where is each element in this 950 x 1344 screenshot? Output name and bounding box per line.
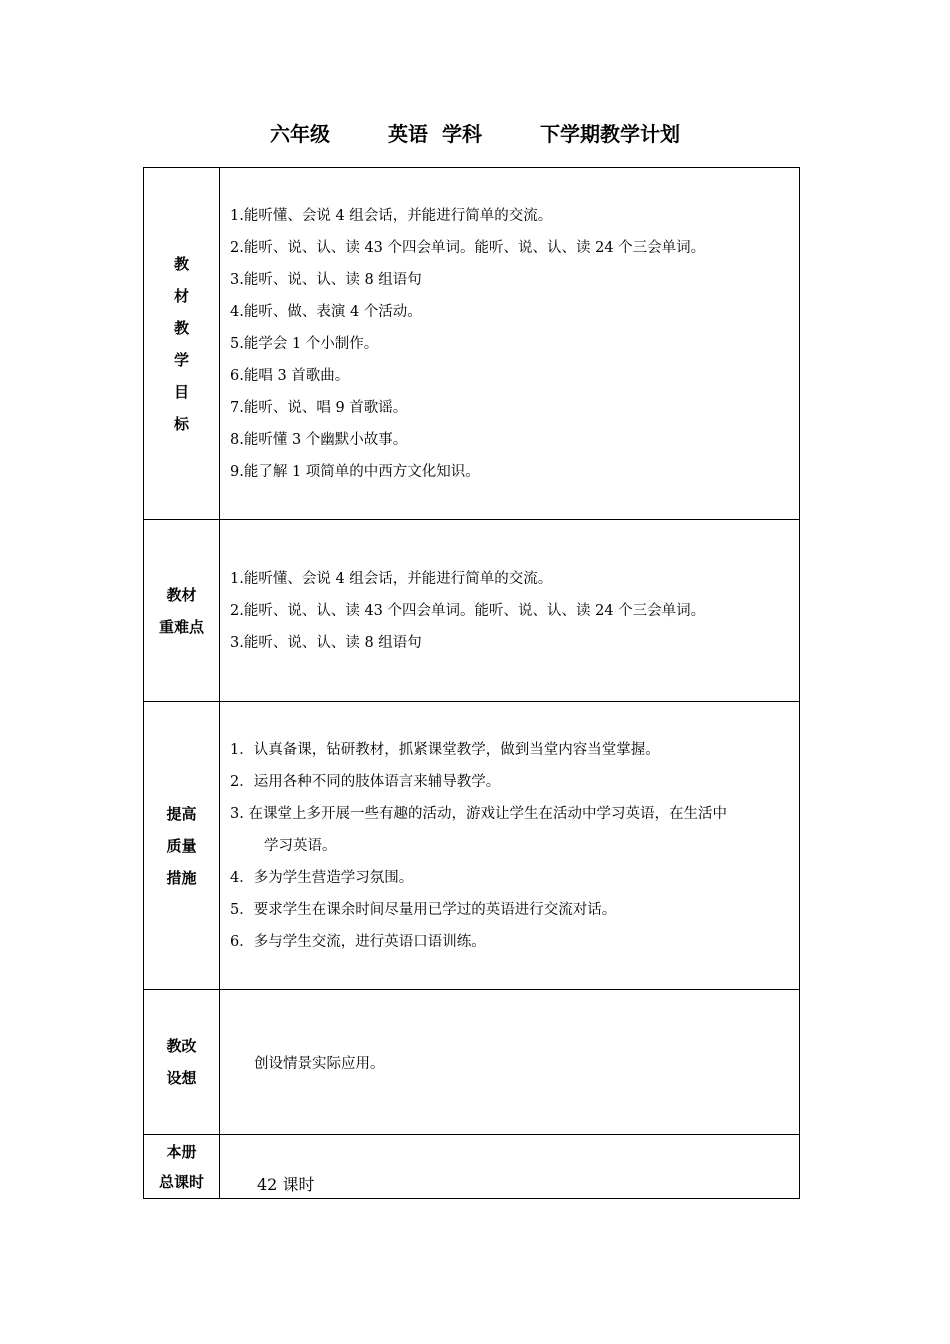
objectives-heading-char: 标 (173, 414, 189, 433)
objective-item: 2.能听、说、认、读 43 个四会单词。能听、说、认、读 24 个三会单词。 (230, 239, 706, 256)
measures-row (144, 702, 800, 990)
title-plan: 下学期教学计划 (539, 122, 680, 146)
key-point-item: 1.能听懂、会说 4 组会话，并能进行简单的交流。 (230, 570, 553, 587)
measure-item-continuation: 学习英语。 (264, 837, 337, 854)
objectives-content (220, 168, 800, 520)
total-hours-heading-line: 本册 (166, 1142, 197, 1161)
measures-heading-line: 质量 (166, 836, 197, 855)
measures-heading-line: 提高 (166, 804, 197, 823)
objective-item: 3.能听、说、认、读 8 组语句 (230, 271, 422, 288)
objective-item: 8.能听懂 3 个幽默小故事。 (230, 431, 408, 448)
measure-item: 1．认真备课，钻研教材，抓紧课堂教学，做到当堂内容当堂掌握。 (230, 741, 660, 758)
reform-text: 创设情景实际应用。 (254, 1055, 385, 1072)
objectives-heading-char: 教 (173, 254, 189, 273)
objective-item: 6.能唱 3 首歌曲。 (230, 367, 350, 384)
objective-item: 4.能听、做、表演 4 个活动。 (230, 303, 422, 320)
key-points-row (144, 520, 800, 702)
measure-item: 4．多为学生营造学习氛围。 (230, 869, 414, 886)
key-points-heading-line: 教材 (166, 585, 197, 604)
reform-heading-line: 设想 (166, 1069, 197, 1087)
objectives-row (144, 168, 800, 520)
objectives-heading-char: 目 (173, 382, 189, 401)
total-hours-row (144, 1135, 800, 1199)
measure-item: 3. 在课堂上多开展一些有趣的活动，游戏让学生在活动中学习英语，在生活中 (230, 805, 727, 822)
reform-heading (144, 990, 220, 1135)
measure-item: 5．要求学生在课余时间尽量用已学过的英语进行交流对话。 (230, 901, 617, 918)
key-points-content (220, 520, 800, 702)
page-title (0, 118, 950, 147)
objective-item: 1.能听懂、会说 4 组会话，并能进行简单的交流。 (230, 207, 553, 224)
total-hours-text: 42 课时 (257, 1175, 315, 1194)
objectives-heading-char: 材 (173, 286, 189, 305)
key-point-item: 3.能听、说、认、读 8 组语句 (230, 634, 422, 651)
key-points-heading-line: 重难点 (158, 617, 204, 636)
key-point-item: 2.能听、说、认、读 43 个四会单词。能听、说、认、读 24 个三会单词。 (230, 602, 706, 619)
title-grade: 六年级 (270, 122, 331, 146)
objective-item: 9.能了解 1 项简单的中西方文化知识。 (230, 463, 480, 480)
total-hours-heading (144, 1135, 220, 1199)
key-points-heading (144, 520, 220, 702)
reform-content (220, 990, 800, 1135)
total-hours-content (220, 1135, 800, 1199)
total-hours-heading-line: 总课时 (158, 1172, 204, 1191)
measure-item: 6．多与学生交流，进行英语口语训练。 (230, 933, 486, 950)
objective-item: 5.能学会 1 个小制作。 (230, 335, 379, 352)
measures-heading-line: 措施 (166, 868, 197, 887)
plan-table (143, 167, 800, 1199)
measures-heading (144, 702, 220, 990)
objective-item: 7.能听、说、唱 9 首歌谣。 (230, 399, 408, 416)
measures-content (220, 702, 800, 990)
title-subject: 英语 学科 (388, 122, 482, 146)
objectives-heading-char: 学 (173, 350, 189, 369)
objectives-heading-char: 教 (173, 318, 189, 337)
reform-heading-line: 教改 (166, 1037, 197, 1055)
reform-row (144, 990, 800, 1135)
measure-item: 2．运用各种不同的肢体语言来辅导教学。 (230, 773, 501, 790)
objectives-heading (144, 168, 220, 520)
